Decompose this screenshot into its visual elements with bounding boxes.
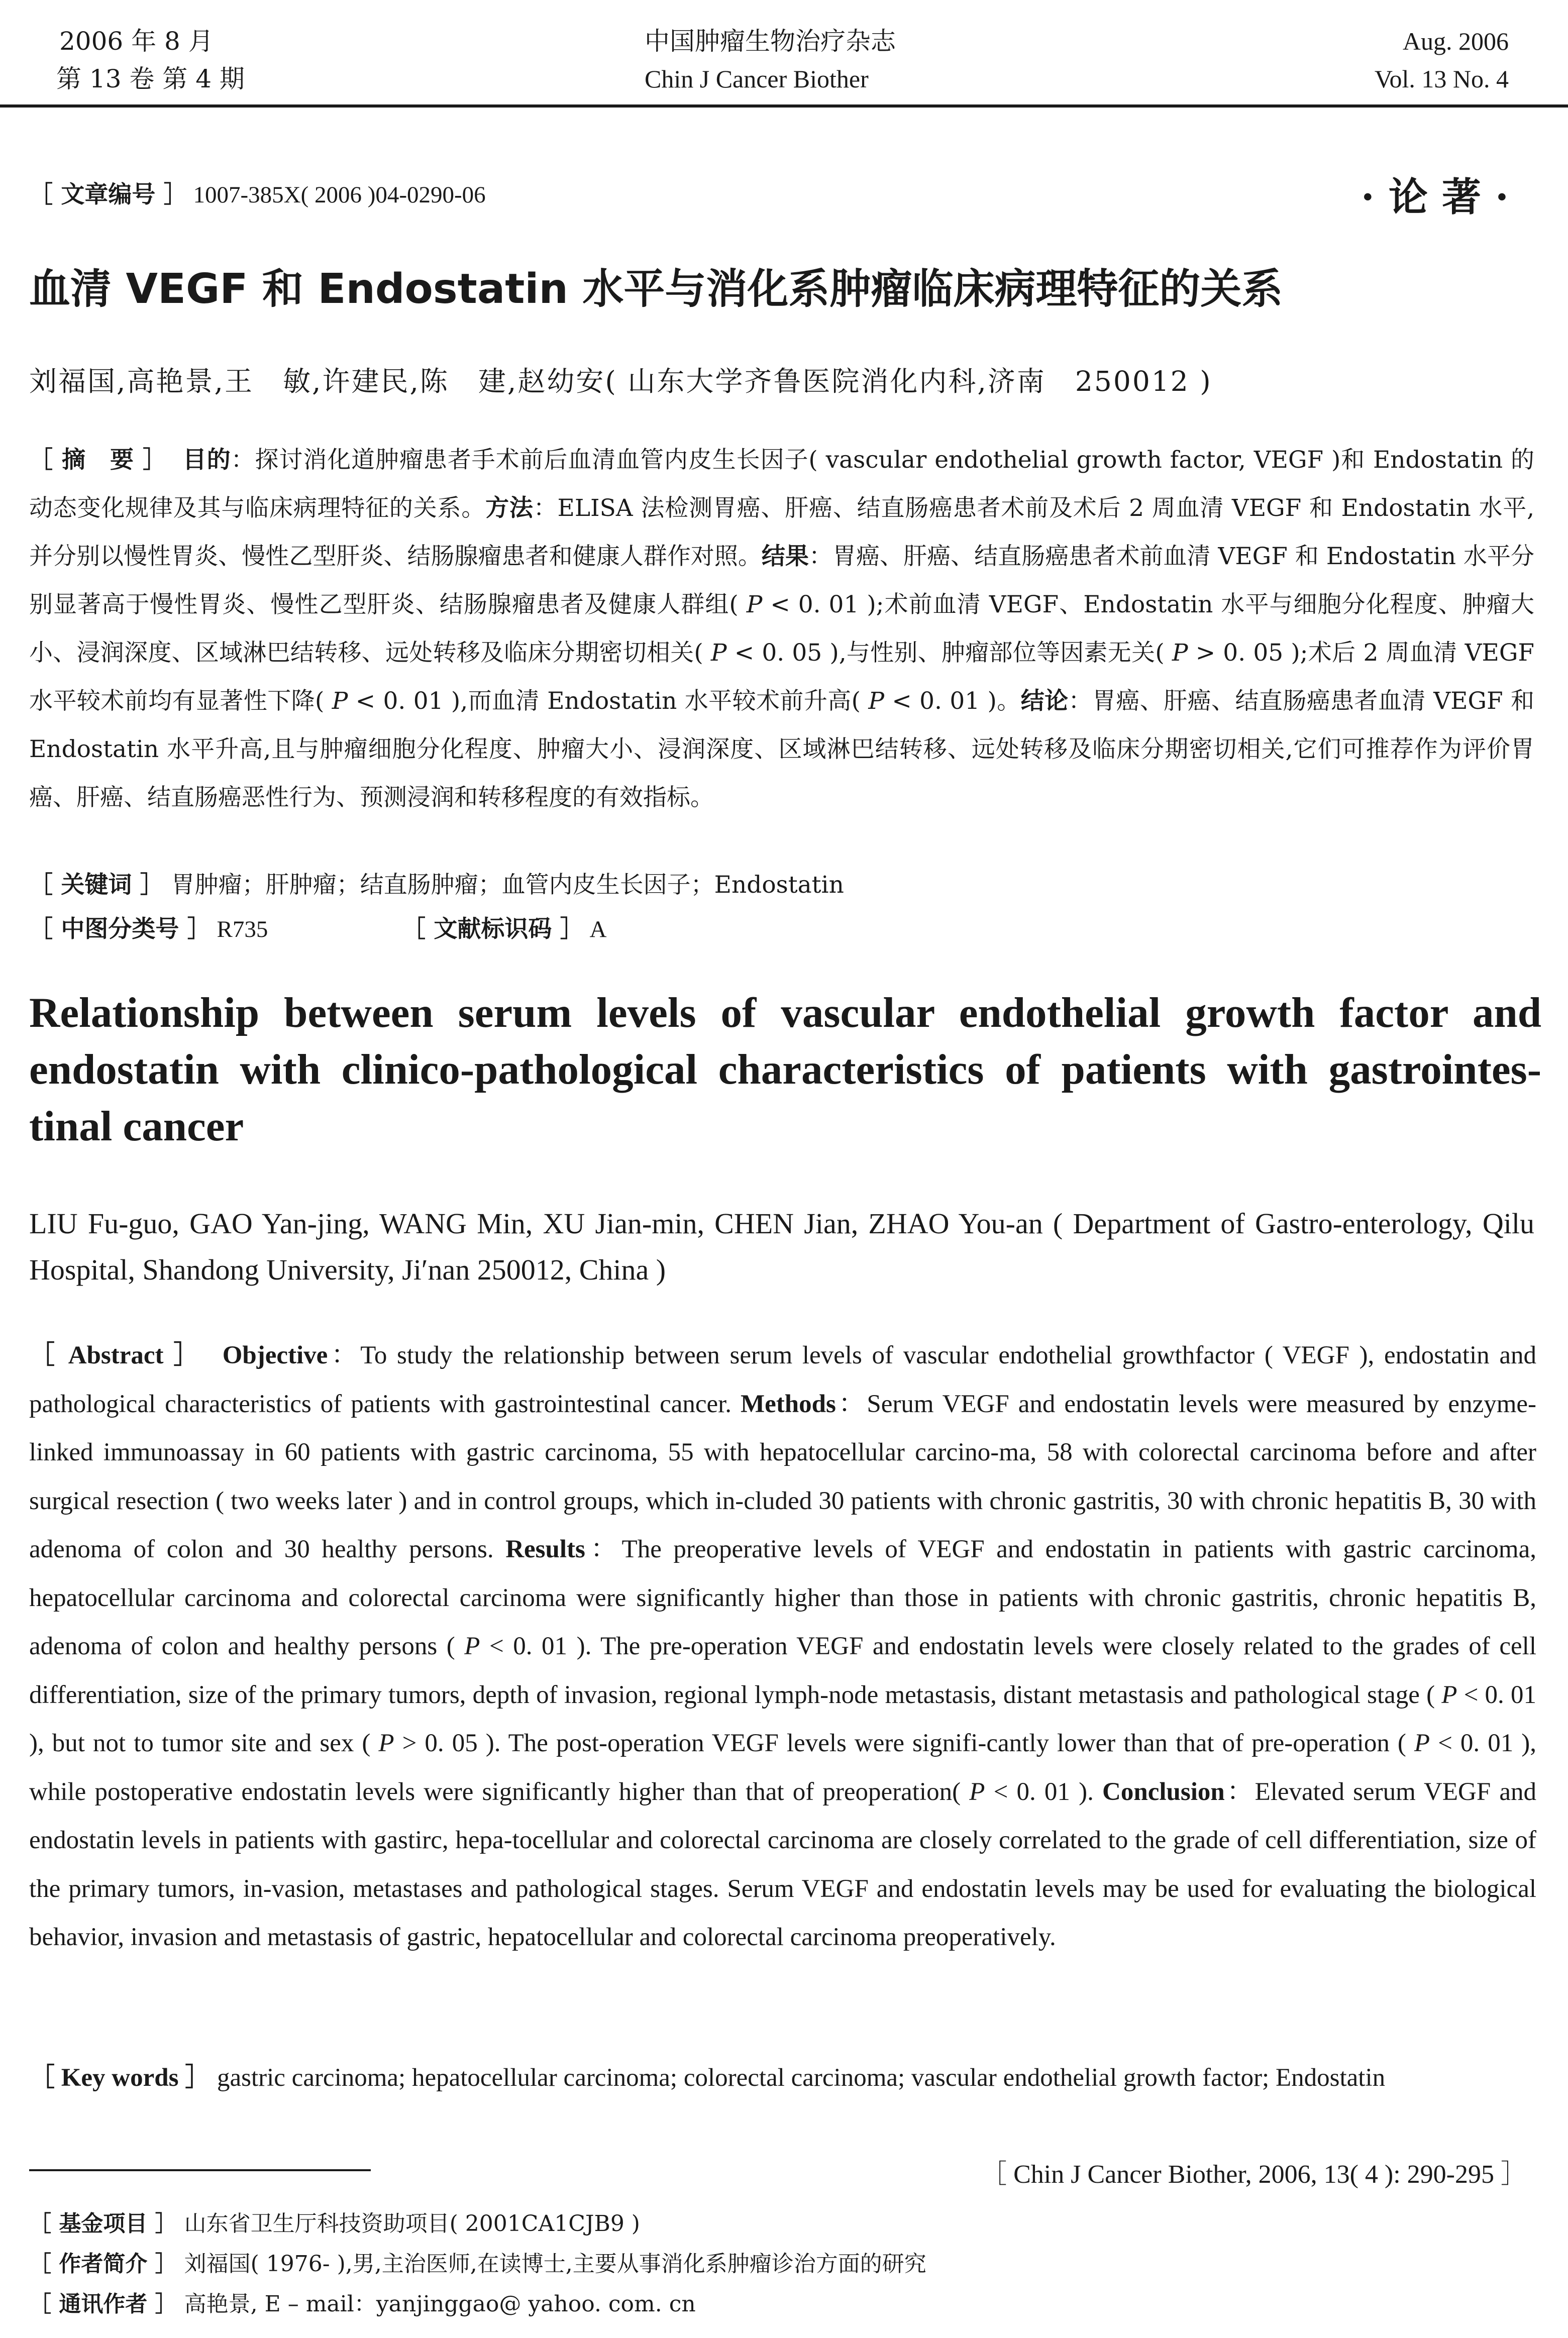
keywords-en-value: gastric carcinoma; hepatocellular carcinoma; colorectal carcinoma; vascular endothelial growth factor; Endostatin — [211, 2064, 1386, 2092]
p-value-symbol: P — [746, 591, 763, 618]
footnote-label: ［ 基金项目 ］ — [29, 2211, 177, 2237]
authors-cn: 刘福国,高艳景,王 敏,许建民,陈 建,赵幼安( 山东大学齐鲁医院消化内科,济南 250012 ) — [29, 365, 1212, 397]
header-journal-cn: 中国肿瘤生物治疗杂志 — [645, 27, 896, 56]
title-cn: 血清 VEGF 和 Endostatin 水平与消化系肿瘤临床病理特征的关系 — [29, 265, 1283, 313]
objective-label-en: Objective — [222, 1341, 328, 1369]
footnote-author-bio — [29, 2246, 926, 2278]
p-value-symbol: P — [1414, 1729, 1430, 1757]
footnote-label: ［ 通讯作者 ］ — [29, 2291, 177, 2317]
footnote-value: 高艳景, E – mail：yanjinggao@ yahoo. com. cn — [177, 2291, 696, 2317]
header-date-en: Aug. 2006 — [1402, 27, 1509, 55]
results-en-5: < 0. 01 ), while postoperative endostatin levels were significantly higher than that of preoperation( — [29, 1729, 1536, 1806]
doc-code-value: A — [583, 916, 607, 942]
methods-label-cn: 方法 — [485, 494, 534, 522]
header-date: 2006 年 8 月 — [59, 27, 214, 56]
classification — [29, 910, 268, 944]
results-en-6: < 0. 01 ). — [985, 1777, 1094, 1806]
footnote-correspondence — [29, 2286, 696, 2318]
header-journal-en: Chin J Cancer Biother — [645, 65, 869, 93]
abstract-cn-label: ［ 摘 要 ］ — [29, 446, 167, 474]
footnote-value: 山东省卫生厅科技资助项目( 2001CA1CJB9 ) — [177, 2211, 640, 2237]
article-number — [29, 176, 486, 209]
p-value-symbol: P — [378, 1729, 394, 1757]
results-cn-5: < 0. 01 ),而血清 Endostatin 水平较术前升高( — [348, 687, 869, 715]
p-value-symbol: P — [710, 639, 727, 667]
clc-label: ［ 中图分类号 ］ — [29, 915, 211, 943]
header-volume: 第 13 卷 第 4 期 — [56, 64, 245, 93]
article-number-value: 1007-385X( 2006 )04-0290-06 — [187, 182, 486, 208]
abstract-en-label: ［ Abstract ］ — [29, 1341, 203, 1369]
conclusion-en: ：Elevated serum VEGF and endostatin levels in patients with gastirc, hepa-tocellular and colorectal carcinoma are closely correlated to the grade of cell differentiation, size of the primary tumors, in-vasion, metastases and pathological stages. Serum VEGF and endostatin levels may be used for evaluating the biological behavior, invasion and metastasis of gastric, hepatocellular and colorectal carcinoma preoperatively. — [29, 1777, 1537, 1951]
conclusion-cn: ：胃癌、肝癌、结直肠癌患者血清 VEGF 和 Endostatin 水平升高,且与肿瘤细胞分化程度、肿瘤大小、浸润深度、区域淋巴结转移、远处转移及临床分期密切相关,它们可推荐作为评价胃癌、肝癌、结直肠癌恶性行为、预测浸润和转移程度的有效指标。 — [29, 687, 1534, 811]
abstract-en — [29, 1331, 1536, 1962]
doc-code-label: ［ 文献标识码 ］ — [402, 915, 584, 943]
objective-en: ：To study the relationship between serum levels of vascular endothelial growthfactor ( VEGF ), endostatin and pathological characteristics of patients with gastrointestinal cancer. — [29, 1341, 1537, 1418]
p-value-symbol: P — [868, 687, 885, 715]
results-label-en: Results — [505, 1535, 585, 1563]
methods-cn: ：ELISA 法检测胃癌、肝癌、结直肠癌患者术前及术后 2 周血清 VEGF 和 Endostatin 水平,并分别以慢性胃炎、慢性乙型肝炎、结肠腺瘤患者和健康人群作对照。 — [29, 494, 1535, 570]
abstract-cn — [29, 436, 1534, 822]
keywords-cn — [29, 866, 844, 900]
footnote-value: 刘福国( 1976- ),男,主治医师,在读博士,主要从事消化系肿瘤诊治方面的研究 — [177, 2251, 926, 2277]
objective-cn: ：探讨消化道肿瘤患者手术前后血清血管内皮生长因子( vascular endothelial growth factor, VEGF )和 Endostatin 的动态变化规律及其与临床病理特征的关系。 — [29, 446, 1534, 522]
footnote-funding — [29, 2205, 640, 2238]
p-value-symbol: P — [1172, 639, 1188, 667]
authors-en: LIU Fu-guo, GAO Yan-jing, WANG Min, XU Jian-min, CHEN Jian, ZHAO You-an ( Department of Gastro-enterology, Qilu Hospital, Shandong University, Ji′nan 250012, China ) — [29, 1207, 1534, 1286]
p-value-symbol: P — [1441, 1680, 1457, 1709]
methods-en: ：Serum VEGF and endostatin levels were measured by enzyme-linked immunoassay in 60 patients with gastric carcinoma, 55 with hepatocellular carcino-ma, 58 with colorectal carcinoma before and after surgical resection ( two weeks later ) and in control groups, which in-cluded 30 patients with chronic gastritis, 30 with chronic hepatitis B, 30 with adenoma of colon and 30 healthy persons. — [29, 1390, 1536, 1563]
section-mark: ·论著· — [1361, 174, 1523, 220]
results-cn-6: < 0. 01 )。 — [884, 687, 1021, 715]
article-number-label: ［ 文章编号 ］ — [29, 181, 187, 208]
results-label-cn: 结果 — [761, 543, 809, 570]
conclusion-label-en: Conclusion — [1102, 1777, 1225, 1806]
results-en-4: > 0. 05 ). The post-operation VEGF levels were signifi-cantly lower than that of pre-operation ( — [394, 1729, 1414, 1757]
results-cn-4: > 0. 05 );术后 2 周血清 VEGF 水平较术前均有显著性下降( — [29, 639, 1535, 715]
p-value-symbol: P — [332, 687, 348, 715]
header-volume-en: Vol. 13 No. 4 — [1374, 65, 1509, 93]
clc-value: R735 — [211, 916, 268, 942]
keywords-cn-label: ［ 关键词 ］ — [29, 871, 164, 899]
conclusion-label-cn: 结论 — [1020, 687, 1069, 715]
header-rule — [0, 104, 1568, 108]
citation: ［ Chin J Cancer Biother, 2006, 13( 4 ): 290-295 ］ — [981, 2160, 1527, 2189]
objective-label-cn: 目的 — [182, 446, 231, 474]
results-cn-2: < 0. 01 );术前血清 VEGF、Endostatin 水平与细胞分化程度、肿瘤大小、浸润深度、区域淋巴结转移、远处转移及临床分期密切相关( — [29, 591, 1534, 667]
methods-label-en: Methods — [741, 1390, 836, 1418]
results-cn-3: < 0. 05 ),与性别、肿瘤部位等因素无关( — [726, 639, 1172, 667]
p-value-symbol: P — [464, 1632, 480, 1660]
results-en-1: ：The preoperative levels of VEGF and endostatin in patients with gastric carcinoma, hepatocellular carcinoma and colorectal carcinoma were significantly higher than those in patients with chronic gastritis, chronic hepatitis B, adenoma of colon and healthy persons ( — [29, 1535, 1536, 1660]
results-cn-1: ：胃癌、肝癌、结直肠癌患者术前血清 VEGF 和 Endostatin 水平分别显著高于慢性胃炎、慢性乙型肝炎、结肠腺瘤患者及健康人群组( — [29, 543, 1534, 618]
document-code — [402, 910, 606, 944]
results-en-2: < 0. 01 ). The pre-operation VEGF and endostatin levels were closely related to the grades of cell differentiation, size of the primary tumors, depth of invasion, regional lymph-node metastasis, distant metastasis and pathological stage ( — [29, 1632, 1536, 1709]
results-en-3: < 0. 01 ), but not to tumor site and sex ( — [29, 1680, 1536, 1757]
keywords-en-label: ［ Key words ］ — [29, 2064, 211, 2092]
title-en: Relationship between serum levels of vascular endothelial growth factor and endostatin with clinico-pathological characteristics of patients with gastrointes-tinal cancer — [29, 989, 1541, 1150]
footnote-rule — [29, 2169, 371, 2171]
p-value-symbol: P — [969, 1777, 985, 1806]
footnote-label: ［ 作者简介 ］ — [29, 2251, 177, 2277]
keywords-cn-value: 胃肿瘤；肝肿瘤；结直肠肿瘤；血管内皮生长因子；Endostatin — [163, 871, 844, 899]
keywords-en — [29, 2054, 1536, 2102]
